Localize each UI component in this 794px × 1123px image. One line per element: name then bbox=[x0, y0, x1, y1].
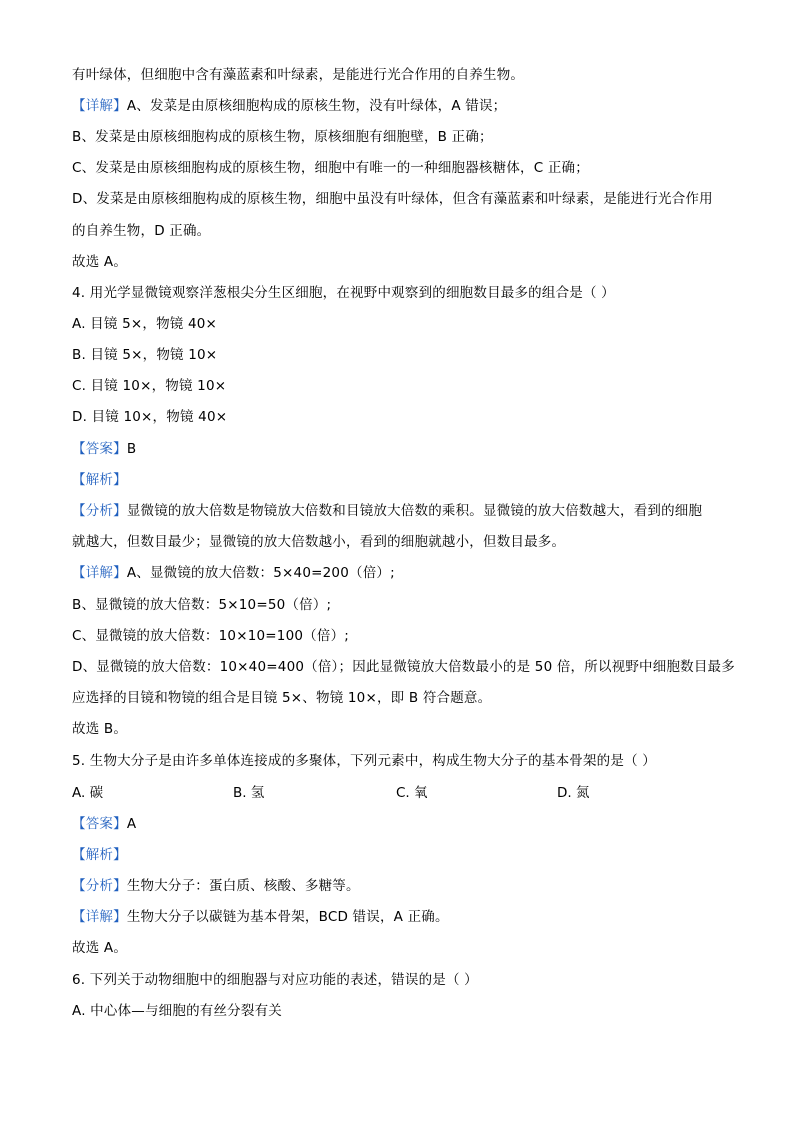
text-line: C、显微镜的放大倍数：10×10=100（倍）; bbox=[72, 628, 350, 644]
text-line: 故选 B。 bbox=[72, 721, 128, 737]
fenxi-tag: 【分析】 bbox=[72, 878, 127, 894]
analysis-tag: 【解析】 bbox=[72, 472, 127, 488]
text-line bbox=[72, 502, 702, 520]
text-line: B、显微镜的放大倍数：5×10=50（倍）; bbox=[72, 597, 332, 613]
text-line bbox=[72, 908, 449, 926]
option-a: A. 目镜 5×，物镜 40× bbox=[72, 316, 218, 332]
text-line: 的自养生物，D 正确。 bbox=[72, 223, 211, 239]
detail-text: A、发菜是由原核细胞构成的原核生物，没有叶绿体，A 错误； bbox=[126, 98, 507, 114]
option-d: D. 氮 bbox=[557, 785, 590, 801]
analysis-tag: 【解析】 bbox=[72, 847, 127, 863]
text-line: 故选 A。 bbox=[72, 940, 128, 956]
answer-value: A bbox=[126, 816, 137, 832]
question-4: 4. 用光学显微镜观察洋葱根尖分生区细胞，在视野中观察到的细胞数目最多的组合是（ ） bbox=[72, 285, 615, 301]
text-line: 故选 A。 bbox=[72, 254, 128, 270]
option-c: C. 氧 bbox=[396, 785, 428, 801]
answer-value: B bbox=[126, 441, 137, 457]
option-a: A. 中心体—与细胞的有丝分裂有关 bbox=[72, 1003, 282, 1019]
option-b: B. 氢 bbox=[233, 785, 265, 801]
option-b: B. 目镜 5×，物镜 10× bbox=[72, 347, 218, 363]
question-6: 6. 下列关于动物细胞中的细胞器与对应功能的表述，错误的是（ ） bbox=[72, 972, 478, 988]
detail-text: 生物大分子以碳链为基本骨架，BCD 错误，A 正确。 bbox=[126, 909, 449, 925]
text-line: B、发菜是由原核细胞构成的原核生物，原核细胞有细胞壁，B 正确； bbox=[72, 129, 493, 145]
fenxi-text: 生物大分子：蛋白质、核酸、多糖等。 bbox=[126, 878, 360, 894]
fenxi-text: 显微镜的放大倍数是物镜放大倍数和目镜放大倍数的乘积。显微镜的放大倍数越大，看到的细胞 bbox=[126, 503, 703, 519]
option-d: D. 目镜 10×，物镜 40× bbox=[72, 409, 228, 425]
text-line: 应选择的目镜和物镜的组合是目镜 5×、物镜 10×，即 B 符合题意。 bbox=[72, 690, 492, 706]
answer-line bbox=[72, 440, 136, 458]
option-c: C. 目镜 10×，物镜 10× bbox=[72, 378, 227, 394]
detail-tag: 【详解】 bbox=[72, 98, 127, 114]
fenxi-tag: 【分析】 bbox=[72, 503, 127, 519]
text-line bbox=[72, 97, 506, 115]
answer-tag: 【答案】 bbox=[72, 441, 127, 457]
detail-tag: 【详解】 bbox=[72, 909, 127, 925]
text-line bbox=[72, 564, 395, 582]
text-line: C、发菜是由原核细胞构成的原核生物，细胞中有唯一的一种细胞器核糖体，C 正确； bbox=[72, 160, 589, 176]
question-5: 5. 生物大分子是由许多单体连接成的多聚体，下列元素中，构成生物大分子的基本骨架的是（ ） bbox=[72, 753, 656, 769]
text-line: D、发菜是由原核细胞构成的原核生物，细胞中虽没有叶绿体，但含有藻蓝素和叶绿素，是能进行光合作用 bbox=[72, 191, 713, 207]
option-a: A. 碳 bbox=[72, 785, 104, 801]
answer-line bbox=[72, 815, 136, 833]
text-line bbox=[72, 877, 360, 895]
detail-text: A、显微镜的放大倍数：5×40=200（倍）; bbox=[126, 565, 395, 581]
text-line: 就越大，但数目最少；显微镜的放大倍数越小，看到的细胞就越小，但数目最多。 bbox=[72, 534, 566, 550]
text-line: D、显微镜的放大倍数：10×40=400（倍）；因此显微镜放大倍数最小的是 50 倍，所以视野中细胞数目最多 bbox=[72, 659, 735, 675]
answer-tag: 【答案】 bbox=[72, 816, 127, 832]
detail-tag: 【详解】 bbox=[72, 565, 127, 581]
text-line: 有叶绿体，但细胞中含有藻蓝素和叶绿素，是能进行光合作用的自养生物。 bbox=[72, 67, 525, 83]
